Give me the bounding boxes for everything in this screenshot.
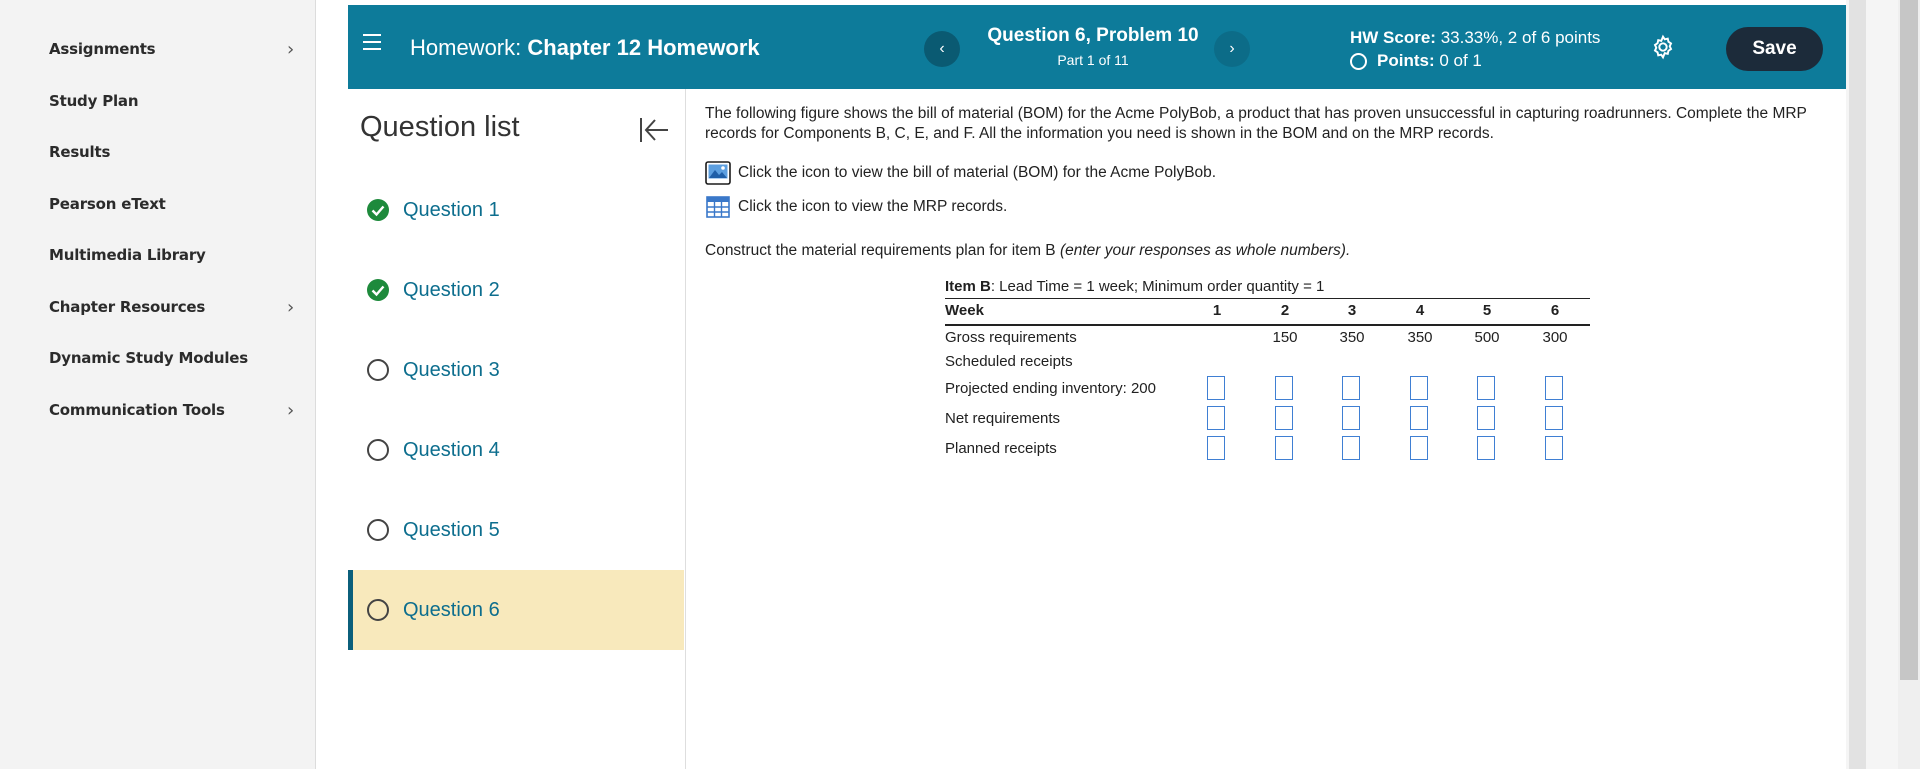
- next-question-button[interactable]: [1214, 31, 1250, 67]
- empty-circle-icon: [366, 358, 390, 382]
- checkmark-circle-icon: [366, 278, 390, 302]
- nav-item-communication-tools[interactable]: [49, 395, 294, 425]
- table-icon: [705, 195, 731, 219]
- nav-item-chapter-resources[interactable]: [49, 292, 294, 322]
- empty-circle-icon: [366, 598, 390, 622]
- table-cell: 350: [1339, 329, 1365, 346]
- question-list-item-1[interactable]: [348, 170, 684, 250]
- question-part: Part 1 of 11: [1057, 52, 1129, 68]
- item-label: Item B: [945, 278, 991, 295]
- chevron-left-icon: ‹: [939, 40, 945, 57]
- nav-item-results[interactable]: [49, 137, 294, 167]
- table-cell: 500: [1474, 329, 1500, 346]
- image-icon: [705, 161, 731, 185]
- view-mrp-records-link[interactable]: [705, 195, 1007, 219]
- scheduled-receipts-row: [945, 350, 1590, 374]
- gear-icon[interactable]: [1650, 34, 1676, 60]
- row-label: Projected ending inventory: 200: [945, 380, 1156, 397]
- instruction-note: (enter your responses as whole numbers).: [1059, 242, 1351, 259]
- question-label: Question 4: [403, 438, 500, 461]
- week-number: 2: [1280, 302, 1290, 319]
- week-label: Week: [945, 302, 984, 319]
- planned-receipts-input-week-1[interactable]: [1207, 436, 1225, 460]
- projected-inventory-input-week-1[interactable]: [1207, 376, 1225, 400]
- view-bom-link[interactable]: [705, 161, 1216, 185]
- net-requirements-row: [945, 404, 1590, 434]
- chevron-right-icon: ›: [287, 399, 294, 421]
- net-requirements-input-week-6[interactable]: [1545, 406, 1563, 430]
- projected-inventory-input-week-6[interactable]: [1545, 376, 1563, 400]
- assignment-header: [348, 5, 1846, 89]
- question-list-item-2[interactable]: [348, 250, 684, 330]
- nav-label: Assignments: [49, 40, 156, 58]
- net-requirements-input-week-4[interactable]: [1410, 406, 1428, 430]
- nav-item-dynamic-study-modules[interactable]: [49, 343, 294, 373]
- row-label: Net requirements: [945, 410, 1061, 427]
- question-label: Question 3: [403, 358, 500, 381]
- week-number: 6: [1550, 302, 1560, 319]
- inner-scrollbar[interactable]: [1849, 0, 1866, 769]
- row-label: Scheduled receipts: [945, 353, 1073, 370]
- projected-inventory-row: [945, 374, 1590, 404]
- nav-label: Pearson eText: [49, 195, 166, 213]
- net-requirements-input-week-2[interactable]: [1275, 406, 1293, 430]
- projected-inventory-input-week-3[interactable]: [1342, 376, 1360, 400]
- planned-receipts-input-week-2[interactable]: [1275, 436, 1293, 460]
- table-cell: 150: [1272, 329, 1298, 346]
- week-number: 5: [1482, 302, 1492, 319]
- week-header-row: [945, 299, 1590, 323]
- planned-receipts-input-week-3[interactable]: [1342, 436, 1360, 460]
- nav-label: Communication Tools: [49, 401, 225, 419]
- row-label: Planned receipts: [945, 440, 1057, 457]
- net-requirements-input-week-5[interactable]: [1477, 406, 1495, 430]
- week-number: 3: [1347, 302, 1357, 319]
- instruction-text: [705, 242, 1350, 260]
- mrp-link-text: Click the icon to view the MRP records.: [738, 198, 1008, 215]
- homework-score: [1350, 28, 1600, 48]
- nav-item-multimedia-library[interactable]: [49, 240, 294, 270]
- score-label: HW Score:: [1350, 28, 1436, 47]
- table-cell: 300: [1542, 329, 1568, 346]
- instruction-main: Construct the material requirements plan for item B: [705, 242, 1060, 259]
- item-details: : Lead Time = 1 week; Minimum order quantity = 1: [990, 278, 1325, 295]
- bom-link-text: Click the icon to view the bill of material (BOM) for the Acme PolyBob.: [738, 164, 1217, 181]
- empty-circle-icon: [366, 438, 390, 462]
- row-label: Gross requirements: [945, 329, 1077, 346]
- gross-requirements-row: [945, 326, 1590, 350]
- collapse-panel-icon[interactable]: [638, 116, 670, 144]
- question-label: Question 1: [403, 198, 500, 221]
- homework-title: [410, 35, 760, 61]
- points-value: 0 of 1: [1439, 51, 1482, 70]
- chevron-right-icon: ›: [287, 38, 294, 60]
- projected-inventory-input-week-2[interactable]: [1275, 376, 1293, 400]
- question-label: Question 5: [403, 518, 500, 541]
- nav-item-pearson-etext[interactable]: [49, 189, 294, 219]
- table-cell: 350: [1407, 329, 1433, 346]
- save-button[interactable]: Save: [1726, 27, 1823, 71]
- mrp-table-caption: [945, 278, 1324, 295]
- chevron-right-icon: ›: [287, 296, 294, 318]
- question-label: Question 6: [403, 598, 500, 621]
- planned-receipts-input-week-6[interactable]: [1545, 436, 1563, 460]
- checkmark-circle-icon: [366, 198, 390, 222]
- projected-inventory-input-week-5[interactable]: [1477, 376, 1495, 400]
- nav-label: Chapter Resources: [49, 298, 206, 316]
- question-list-item-6[interactable]: [348, 570, 684, 650]
- planned-receipts-row: [945, 434, 1590, 464]
- nav-item-assignments[interactable]: [49, 34, 294, 64]
- nav-label: Results: [49, 143, 111, 161]
- question-list-item-4[interactable]: [348, 410, 684, 490]
- planned-receipts-input-week-5[interactable]: [1477, 436, 1495, 460]
- nav-label: Study Plan: [49, 92, 139, 110]
- week-number: 4: [1415, 302, 1425, 319]
- page-scrollbar-thumb[interactable]: [1900, 0, 1918, 680]
- nav-label: Dynamic Study Modules: [49, 349, 248, 367]
- question-title: Question 6, Problem 10: [987, 25, 1199, 46]
- course-navigation: [0, 0, 316, 769]
- net-requirements-input-week-3[interactable]: [1342, 406, 1360, 430]
- projected-inventory-input-week-4[interactable]: [1410, 376, 1428, 400]
- empty-circle-icon: [366, 518, 390, 542]
- circle-icon: [1350, 53, 1367, 70]
- nav-label: Multimedia Library: [49, 246, 206, 264]
- question-list-item-5[interactable]: [348, 490, 684, 570]
- net-requirements-input-week-1[interactable]: [1207, 406, 1225, 430]
- question-list-panel: [348, 89, 686, 769]
- score-value: 33.33%, 2 of 6 points: [1440, 28, 1601, 47]
- planned-receipts-input-week-4[interactable]: [1410, 436, 1428, 460]
- question-label: Question 2: [403, 278, 500, 301]
- hamburger-menu-icon[interactable]: [363, 34, 381, 50]
- chevron-right-icon: ›: [1229, 40, 1235, 57]
- question-points: [1350, 51, 1482, 71]
- nav-item-study-plan[interactable]: [49, 86, 294, 116]
- week-number: 1: [1212, 302, 1222, 319]
- homework-prefix: Homework:: [410, 35, 522, 60]
- question-list-item-3[interactable]: [348, 330, 684, 410]
- problem-statement: The following figure shows the bill of material (BOM) for the Acme PolyBob, a product that has proven unsuccessful in capturing roadrunners. Complete the MRP records for Components B, C, E, and F. All the information you need is shown in the BOM and on the MRP records.: [705, 105, 1807, 142]
- homework-name: Chapter 12 Homework: [527, 35, 760, 60]
- question-list-title: Question list: [360, 111, 520, 143]
- points-label: Points:: [1377, 51, 1435, 70]
